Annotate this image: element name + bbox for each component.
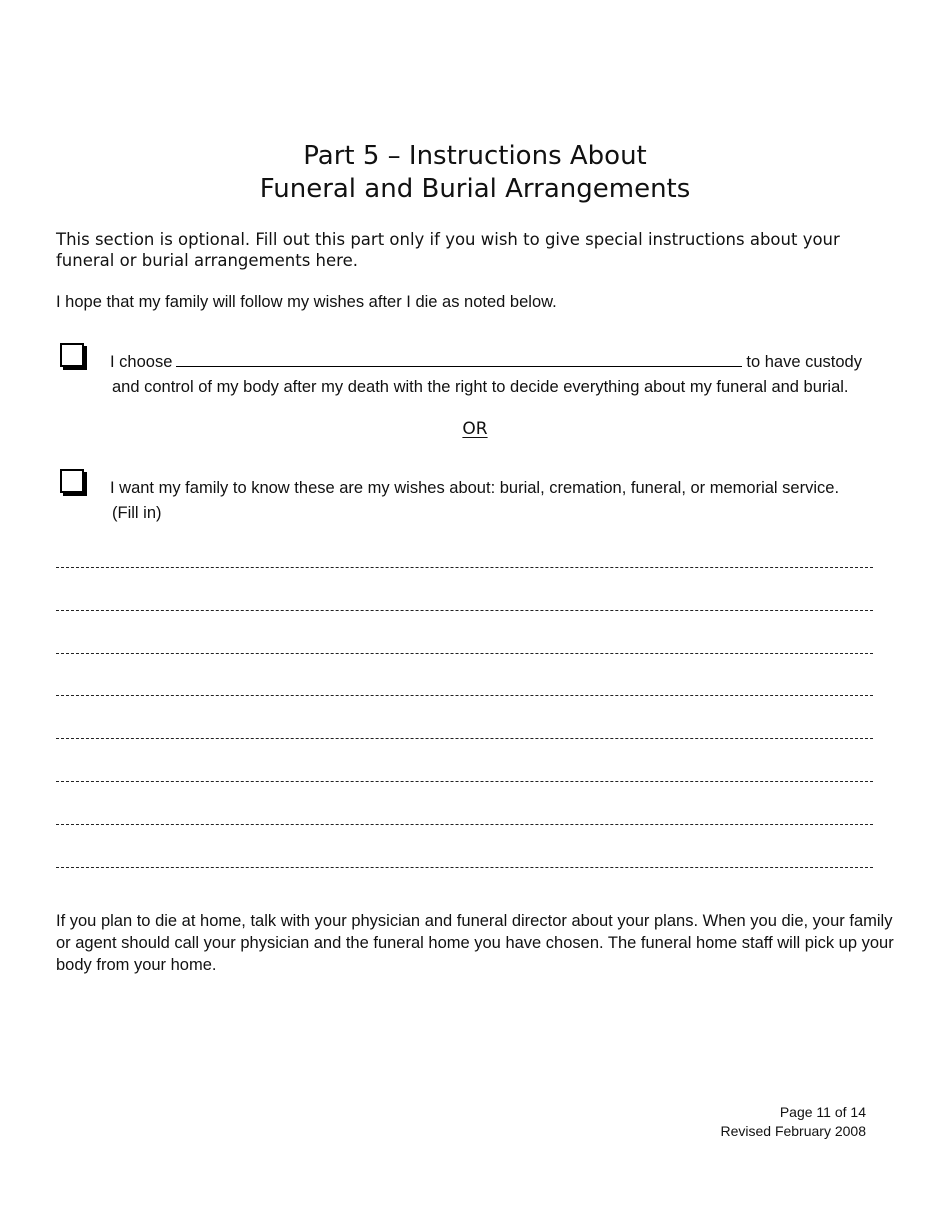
or-label: OR (462, 419, 488, 439)
home-death-note: If you plan to die at home, talk with your physician and funeral director about your plans. When you die, your family or agent should call your physician and the funeral home you have chosen. The funeral home staff will pick up your body from your home. (56, 912, 894, 974)
page-number: Page 11 of 14 (779, 1104, 866, 1120)
hope-statement: I hope that my family will follow my wishes after I die as noted below. (56, 293, 557, 311)
fill-line[interactable] (56, 610, 873, 653)
custody-option (110, 350, 890, 400)
title-line-1: Part 5 – Instructions About (303, 141, 647, 171)
wishes-description: I want my family to know these are my wishes about: burial, cremation, funeral, or memorial service. (110, 479, 840, 497)
custody-name-field[interactable] (176, 352, 742, 367)
fill-line[interactable] (56, 824, 873, 867)
page-title (0, 140, 950, 206)
fill-in-note: (Fill in) (112, 504, 162, 522)
revision-date: Revised February 2008 (720, 1122, 866, 1139)
fill-line[interactable] (56, 567, 873, 610)
title-line-2: Funeral and Burial Arrangements (259, 174, 691, 204)
custody-description: and control of my body after my death with the right to decide everything about my funeral and burial. (112, 378, 849, 396)
custody-prefix: I choose (110, 353, 173, 371)
or-divider (0, 419, 950, 439)
custody-checkbox[interactable] (60, 343, 84, 367)
fill-line[interactable] (56, 695, 873, 738)
page-footer (720, 1103, 866, 1140)
fill-line[interactable] (56, 653, 873, 696)
custody-suffix: to have custody (746, 353, 862, 371)
fill-line[interactable] (56, 867, 873, 910)
fill-line[interactable] (56, 738, 873, 781)
wishes-fill-area (56, 567, 873, 909)
fill-line[interactable] (56, 781, 873, 824)
wishes-option (110, 476, 890, 526)
intro-paragraph: This section is optional. Fill out this part only if you wish to give special instructions about your funeral or burial arrangements here. (56, 230, 840, 270)
wishes-checkbox[interactable] (60, 469, 84, 493)
